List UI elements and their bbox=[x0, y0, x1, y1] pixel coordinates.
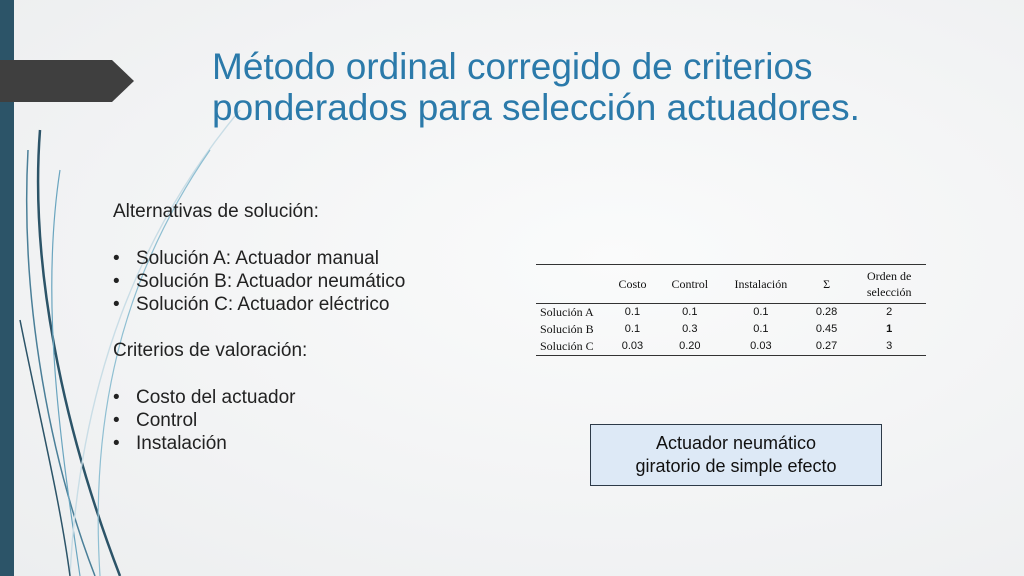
result-line2: giratorio de simple efecto bbox=[635, 456, 837, 476]
list-item: • Solución B: Actuador neumático bbox=[113, 271, 406, 292]
slide-title bbox=[212, 46, 972, 128]
table-cell: 0.27 bbox=[815, 340, 838, 352]
table-cell: 0.1 bbox=[624, 306, 641, 318]
list-item: • Solución C: Actuador eléctrico bbox=[113, 294, 390, 315]
table-row bbox=[536, 304, 926, 322]
table-header-cell: Costo bbox=[618, 277, 647, 291]
bullet-icon: • bbox=[113, 294, 120, 315]
table-cell: 0.3 bbox=[682, 323, 698, 335]
table-row bbox=[536, 321, 926, 338]
list-item: • Solución A: Actuador manual bbox=[113, 248, 379, 269]
table-cell: Solución B bbox=[540, 322, 594, 336]
table-cell: 0.45 bbox=[815, 323, 838, 335]
selection-table bbox=[536, 264, 926, 356]
bullet-icon: • bbox=[113, 271, 120, 292]
arrow-banner-icon bbox=[0, 60, 134, 102]
result-line1: Actuador neumático bbox=[655, 433, 817, 453]
criteria-heading: Criterios de valoración: bbox=[113, 340, 308, 361]
slide-title-line1: Método ordinal corregido de criterios bbox=[212, 46, 813, 87]
table-cell: Solución A bbox=[540, 305, 594, 319]
table-cell: 0.28 bbox=[815, 306, 838, 318]
alternatives-list bbox=[113, 247, 473, 316]
bullet-icon: • bbox=[113, 433, 120, 454]
table-header-cell: Σ bbox=[823, 277, 831, 291]
table-cell: 0.1 bbox=[682, 306, 698, 318]
table-header-cell: Control bbox=[671, 277, 709, 291]
list-item: • Control bbox=[113, 410, 198, 431]
table-header-cell bbox=[536, 265, 606, 304]
bullet-icon: • bbox=[113, 410, 120, 431]
table-header-row bbox=[536, 265, 926, 304]
slide-title-line2: ponderados para selección actuadores. bbox=[212, 87, 860, 128]
table-header-cell: Instalación bbox=[734, 277, 788, 291]
table-cell: 0.03 bbox=[750, 340, 772, 352]
table-cell: Solución C bbox=[540, 339, 594, 353]
table-cell: 0.1 bbox=[753, 306, 769, 318]
result-callout bbox=[590, 424, 882, 486]
bullet-icon: • bbox=[113, 387, 120, 408]
criteria-list bbox=[113, 386, 473, 455]
table-cell: 0.1 bbox=[753, 323, 769, 335]
content-text bbox=[113, 200, 473, 455]
list-item: • Instalación bbox=[113, 433, 227, 454]
table-row bbox=[536, 338, 926, 356]
bullet-icon: • bbox=[113, 248, 120, 269]
table-cell: 0.20 bbox=[679, 340, 701, 352]
table-cell: 0.1 bbox=[624, 323, 641, 335]
table-cell: 2 bbox=[886, 306, 893, 318]
alternatives-heading: Alternativas de solución: bbox=[113, 201, 319, 222]
table-header-cell: Orden de selección bbox=[866, 269, 912, 299]
list-item: • Costo del actuador bbox=[113, 387, 296, 408]
table-cell: 1 bbox=[886, 323, 893, 335]
table-cell: 0.03 bbox=[621, 340, 644, 352]
table-cell: 3 bbox=[886, 340, 893, 352]
